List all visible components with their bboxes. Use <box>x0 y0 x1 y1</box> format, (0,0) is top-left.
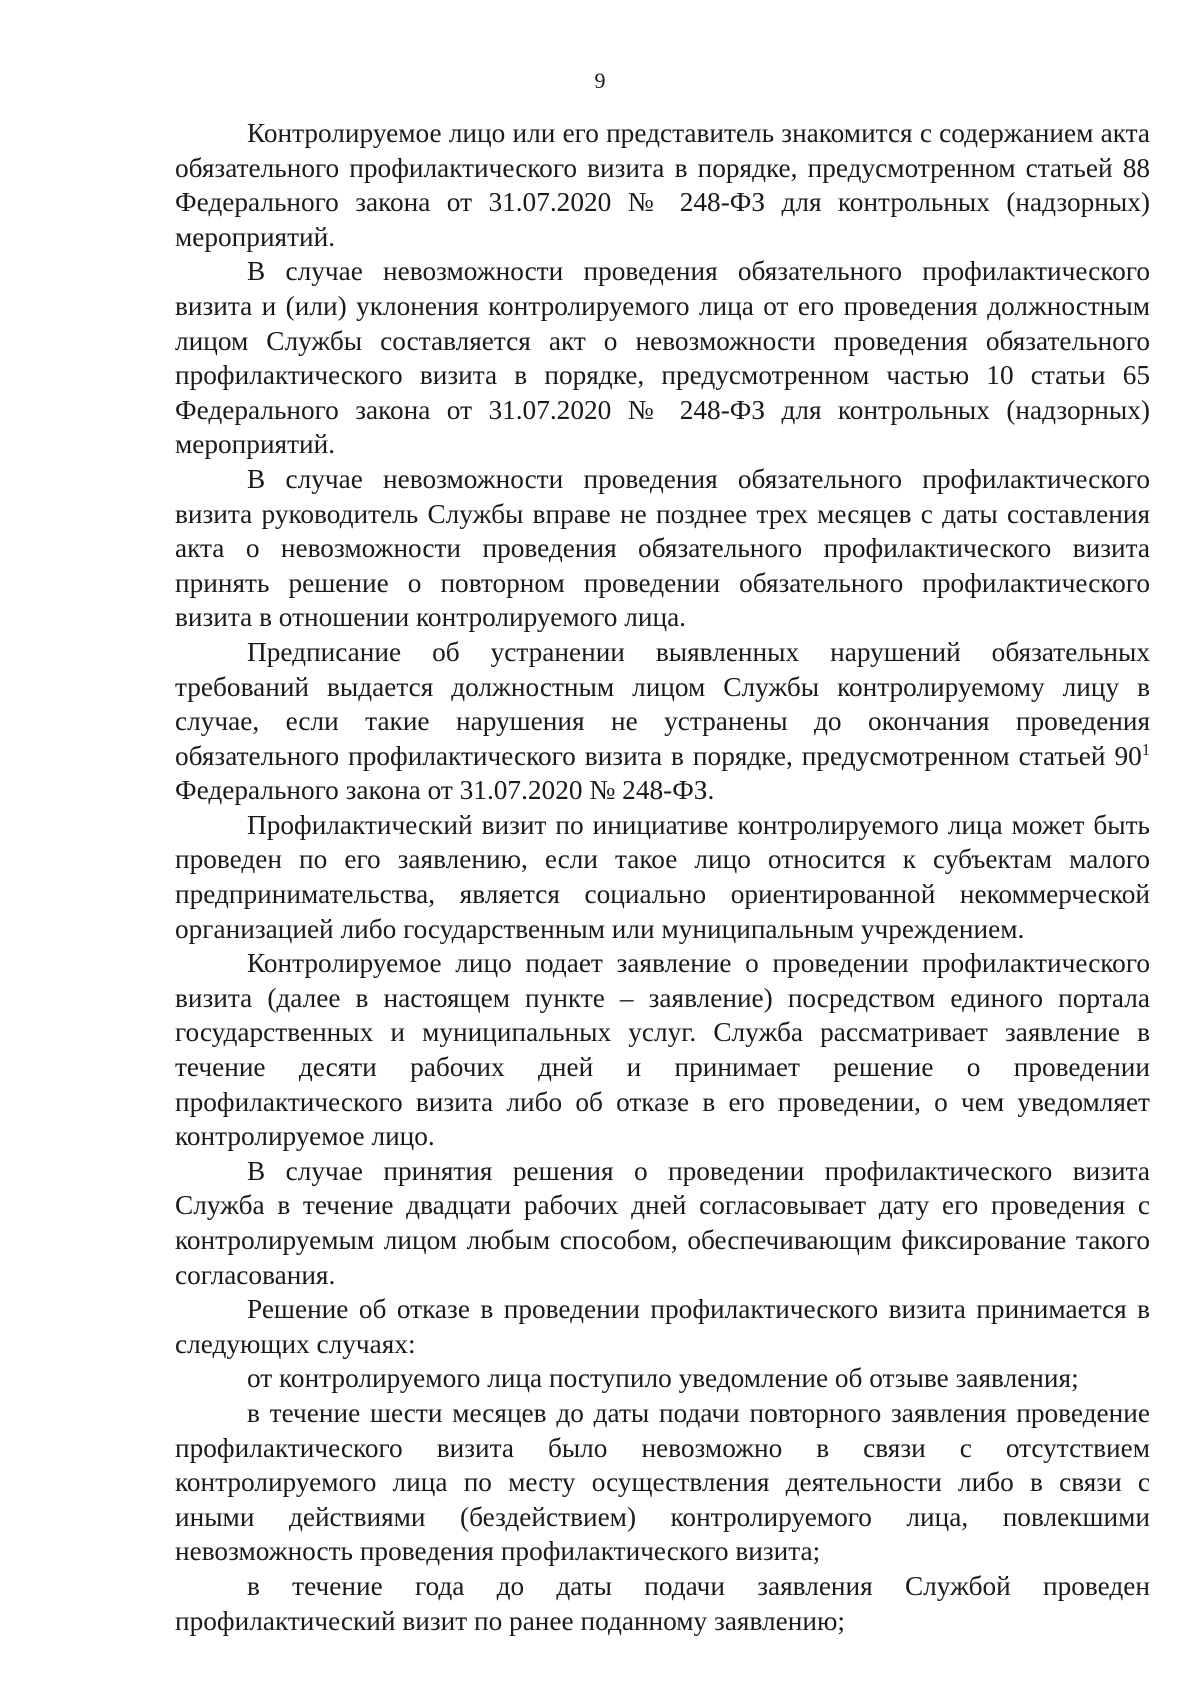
paragraph-prescription <box>175 635 1150 808</box>
paragraph-impossibility-act: В случае невозможности проведения обязательного профилактического визита и (или) уклонения контролируемого лица от его проведения должностным лицом Службы составляется акт о невозможности проведения обязательного профилактического визита в порядке, предусмотренном частью 10 статьи 65 Федерального закона от 31.07.2020 № 248-ФЗ для контрольных (надзорных) мероприятий. <box>175 256 1150 460</box>
paragraph-refusal-case-withdrawal: от контролируемого лица поступило уведомление об отзыве заявления; <box>247 1363 1079 1394</box>
paragraph-prescription-tail: Федерального закона от 31.07.2020 № 248-ФЗ. <box>175 775 715 806</box>
paragraph-prescription-text: Предписание об устранении выявленных нарушений обязательных требований выдается должностным лицом Службы контролируемому лицу в случае, если такие нарушения не устранены до окончания проведения обязательного профилактического визита в порядке, предусмотренном статьей 90 <box>175 636 1150 771</box>
paragraph-date-agreement: В случае принятия решения о проведении профилактического визита Служба в течение двадцати рабочих дней согласовывает дату его проведения с контролируемым лицом любым способом, обеспечивающим фиксирование такого согласования. <box>175 1155 1150 1290</box>
page-number: 9 <box>594 68 606 93</box>
document-body <box>175 116 1150 1638</box>
paragraph-act-familiarization: Контролируемое лицо или его представитель знакомится с содержанием акта обязательного профилактического визита в порядке, предусмотренном статьей 88 Федерального закона от 31.07.2020 № 248-ФЗ для контрольных (надзорных) мероприятий. <box>175 118 1150 252</box>
paragraph-application-submission: Контролируемое лицо подает заявление о проведении профилактического визита (далее в настоящем пункте – заявление) посредством единого портала государственных и муниципальных услуг. Служба рассматривает заявление в течение десяти рабочих дней и принимает решение о проведении профилактического визита либо об отказе в его проведении, о чем уведомляет контролируемое лицо. <box>175 948 1150 1152</box>
paragraph-visit-by-initiative: Профилактический визит по инициативе контролируемого лица может быть проведен по его заявлению, если такое лицо относится к субъектам малого предпринимательства, является социально ориентированной некоммерческой организацией либо государственным или муниципальным учреждением. <box>175 809 1150 944</box>
paragraph-refusal-cases-intro: Решение об отказе в проведении профилактического визита принимается в следующих случаях: <box>175 1294 1150 1359</box>
paragraph-refusal-case-absence: в течение шести месяцев до даты подачи повторного заявления проведение профилактического визита было невозможно в связи с отсутствием контролируемого лица по месту осуществления деятельности либо в связи с иными действиями (бездействием) контролируемого лица, повлекшими невозможность проведения профилактического визита; <box>175 1397 1150 1567</box>
article-superscript: 1 <box>1141 739 1150 759</box>
paragraph-refusal-case-previous-visit: в течение года до даты подачи заявления Службой проведен профилактический визит по ранее поданному заявлению; <box>175 1570 1150 1636</box>
paragraph-repeat-visit-decision: В случае невозможности проведения обязательного профилактического визита руководитель Службы вправе не позднее трех месяцев с даты составления акта о невозможности проведения обязательного профилактического визита принять решение о повторном проведении обязательного профилактического визита в отношении контролируемого лица. <box>175 463 1150 633</box>
